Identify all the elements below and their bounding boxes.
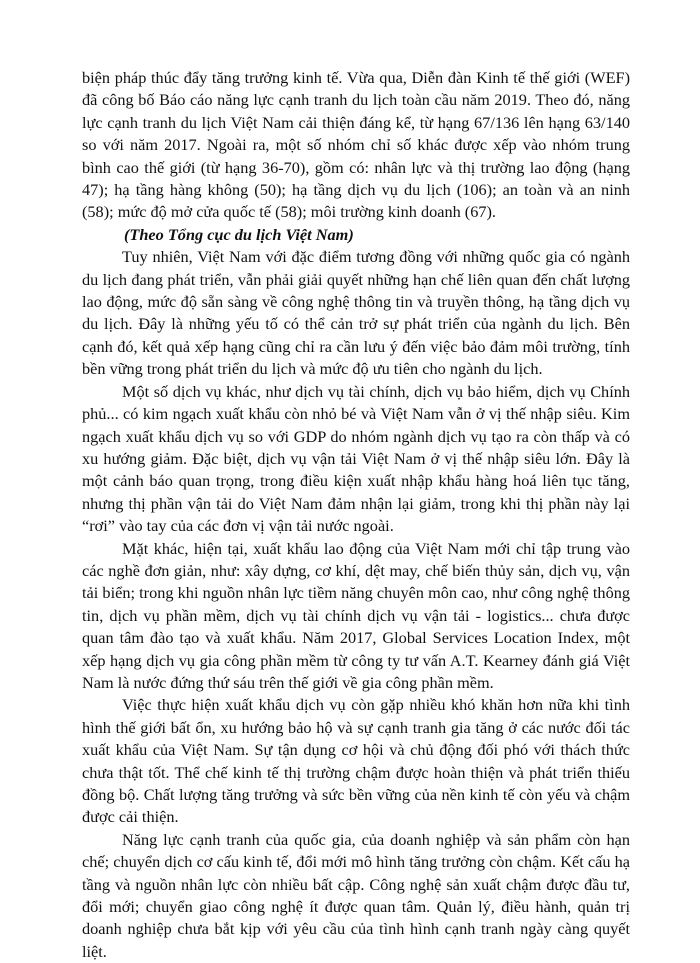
paragraph-export-difficulties: Việc thực hiện xuất khẩu dịch vụ còn gặp nhiều khó khăn hơn nữa khi tình hình thế giới bất ổn, xu hướng bảo hộ và sự cạnh tranh gia tăng ở các nước đối tác xuất khẩu của Việt Nam. Sự tận dụng cơ hội và chủ động đối phó với thách thức chưa thật tốt. Thể chế kinh tế thị trường chậm được hoàn thiện và phát triển thiếu đồng bộ. Chất lượng tăng trưởng và sức bền vững của nền kinh tế còn yếu và chậm được cải thiện. <box>82 695 630 827</box>
source-note: (Theo Tổng cục du lịch Việt Nam) <box>124 224 354 244</box>
paragraph-competitiveness: Năng lực cạnh tranh của quốc gia, của doanh nghiệp và sản phẩm còn hạn chế; chuyển dịch cơ cấu kinh tế, đổi mới mô hình tăng trưởng còn chậm. Kết cấu hạ tầng và nguồn nhân lực còn nhiều bất cập. Công nghệ sản xuất chậm được đầu tư, đổi mới; chuyển giao công nghệ ít được quan tâm. Quản lý, điều hành, quản trị doanh nghiệp chưa bắt kịp với yêu cầu của tình hình cạnh tranh ngày càng quyết liệt. <box>82 829 630 961</box>
paragraph-wef-ranking: biện pháp thúc đẩy tăng trưởng kinh tế. Vừa qua, Diễn đàn Kinh tế thế giới (WEF) đã công bố Báo cáo năng lực cạnh tranh du lịch toàn cầu năm 2019. Theo đó, năng lực cạnh tranh du lịch Việt Nam cải thiện đáng kể, từ hạng 67/136 lên hạng 63/140 so với năm 2017. Ngoài ra, một số nhóm chỉ số khác được xếp vào nhóm trung bình cao thế giới (từ hạng 36-70), gồm có: nhân lực và thị trường lao động (hạng 47); hạ tầng hàng không (50); hạ tầng dịch vụ du lịch (106); an toàn và an ninh (58); mức độ mở cửa quốc tế (58); môi trường kinh doanh (67). <box>82 68 630 222</box>
document-body <box>82 67 630 963</box>
paragraph-labor-export: Mặt khác, hiện tại, xuất khẩu lao động của Việt Nam mới chỉ tập trung vào các nghề đơn giản, như: xây dựng, cơ khí, dệt may, chế biến thủy sản, dịch vụ, vận tải biển; trong khi nguồn nhân lực tiềm năng chuyên môn cao, như công nghệ thông tin, dịch vụ phần mềm, dịch vụ tài chính dịch vụ vận tải - logistics... chưa được quan tâm đào tạo và xuất khẩu. Năm 2017, Global Services Location Index, một xếp hạng dịch vụ gia công phần mềm từ công ty tư vấn A.T. Kearney đánh giá Việt Nam là nước đứng thứ sáu trên thế giới về gia công phần mềm. <box>82 538 630 692</box>
paragraph-other-services: Một số dịch vụ khác, như dịch vụ tài chính, dịch vụ bảo hiểm, dịch vụ Chính phủ... có kim ngạch xuất khẩu còn nhỏ bé và Việt Nam vẫn ở vị thế nhập siêu. Kim ngạch xuất khẩu dịch vụ so với GDP do nhóm ngành dịch vụ tạo ra còn thấp và có xu hướng giảm. Đặc biệt, dịch vụ vận tải Việt Nam ở vị thế nhập siêu lớn. Đây là một cảnh báo quan trọng, trong điều kiện xuất nhập khẩu hàng hoá liên tục tăng, nhưng thị phần vận tải do Việt Nam đảm nhận lại giảm, trong khi thị phần này lại “rơi” vào tay của các đơn vị vận tải nước ngoài. <box>82 381 630 536</box>
paragraph-tourism-limitations: Tuy nhiên, Việt Nam với đặc điểm tương đồng với những quốc gia có ngành du lịch đang phát triển, vẫn phải giải quyết những hạn chế liên quan đến chất lượng lao động, mức độ sẵn sàng về công nghệ thông tin và truyền thông, hạ tầng dịch vụ du lịch. Đây là những yếu tố có thể cản trở sự phát triển của ngành du lịch. Bên cạnh đó, kết quả xếp hạng cũng chỉ ra cần lưu ý đến việc bảo đảm môi trường, tính bền vững trong phát triển du lịch và mức độ ưu tiên cho ngành du lịch. <box>82 247 630 379</box>
